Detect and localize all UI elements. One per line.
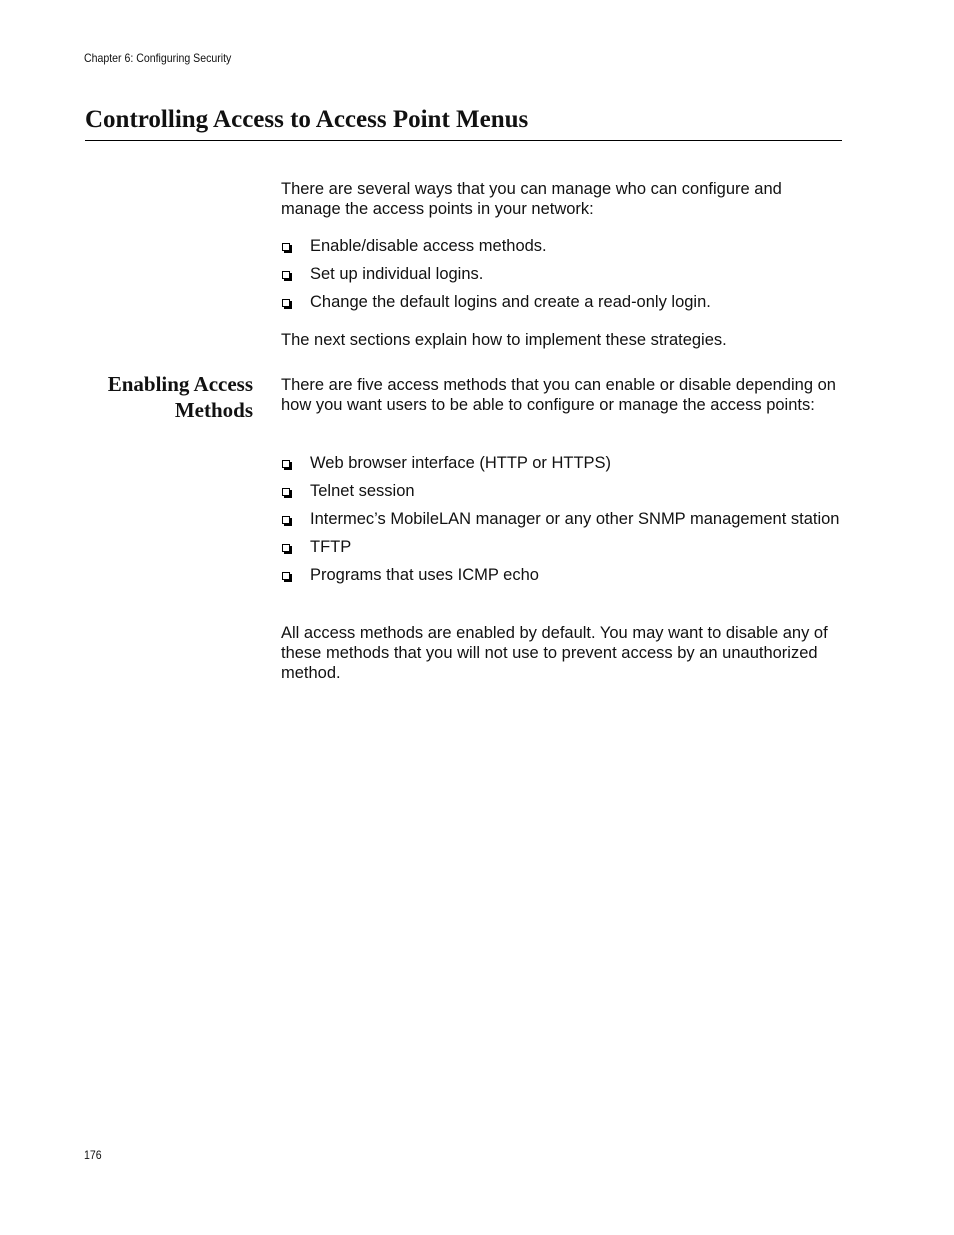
running-head: Chapter 6: Configuring Security bbox=[84, 51, 232, 65]
page-number: 176 bbox=[84, 1148, 102, 1162]
list-item: TFTP bbox=[281, 537, 841, 557]
list-item: Intermec’s MobileLAN manager or any other SNMP management station bbox=[281, 509, 841, 529]
checkbox-bullet-icon bbox=[282, 572, 290, 580]
checkbox-bullet-icon bbox=[282, 516, 290, 524]
checkbox-bullet-icon bbox=[282, 243, 290, 251]
subsection-closing: All access methods are enabled by default. You may want to disable any of these methods that you will not use to prevent access by an unauthorized method. bbox=[281, 624, 828, 682]
section-title: Controlling Access to Access Point Menus bbox=[85, 106, 529, 133]
checkbox-bullet-icon bbox=[282, 488, 290, 496]
list-item: Telnet session bbox=[281, 481, 841, 501]
subsection-intro: There are five access methods that you can enable or disable depending on how you want users to be able to configure or manage the access points: bbox=[281, 376, 836, 414]
checkbox-bullet-icon bbox=[282, 299, 290, 307]
checkbox-bullet-icon bbox=[282, 460, 290, 468]
section-closing: The next sections explain how to implement these strategies. bbox=[281, 331, 727, 349]
checkbox-bullet-icon bbox=[282, 271, 290, 279]
section-intro: There are several ways that you can manage who can configure and manage the access points in your network: bbox=[281, 180, 782, 218]
checkbox-bullet-icon bbox=[282, 544, 290, 552]
strategy-list bbox=[281, 236, 841, 320]
list-item: Web browser interface (HTTP or HTTPS) bbox=[281, 453, 841, 473]
list-item: Change the default logins and create a read-only login. bbox=[281, 292, 841, 312]
list-item: Set up individual logins. bbox=[281, 264, 841, 284]
list-item: Programs that uses ICMP echo bbox=[281, 565, 841, 585]
subsection-heading: Enabling Access Methods bbox=[107, 372, 253, 422]
access-method-list bbox=[281, 453, 841, 593]
title-rule bbox=[85, 140, 842, 141]
list-item: Enable/disable access methods. bbox=[281, 236, 841, 256]
